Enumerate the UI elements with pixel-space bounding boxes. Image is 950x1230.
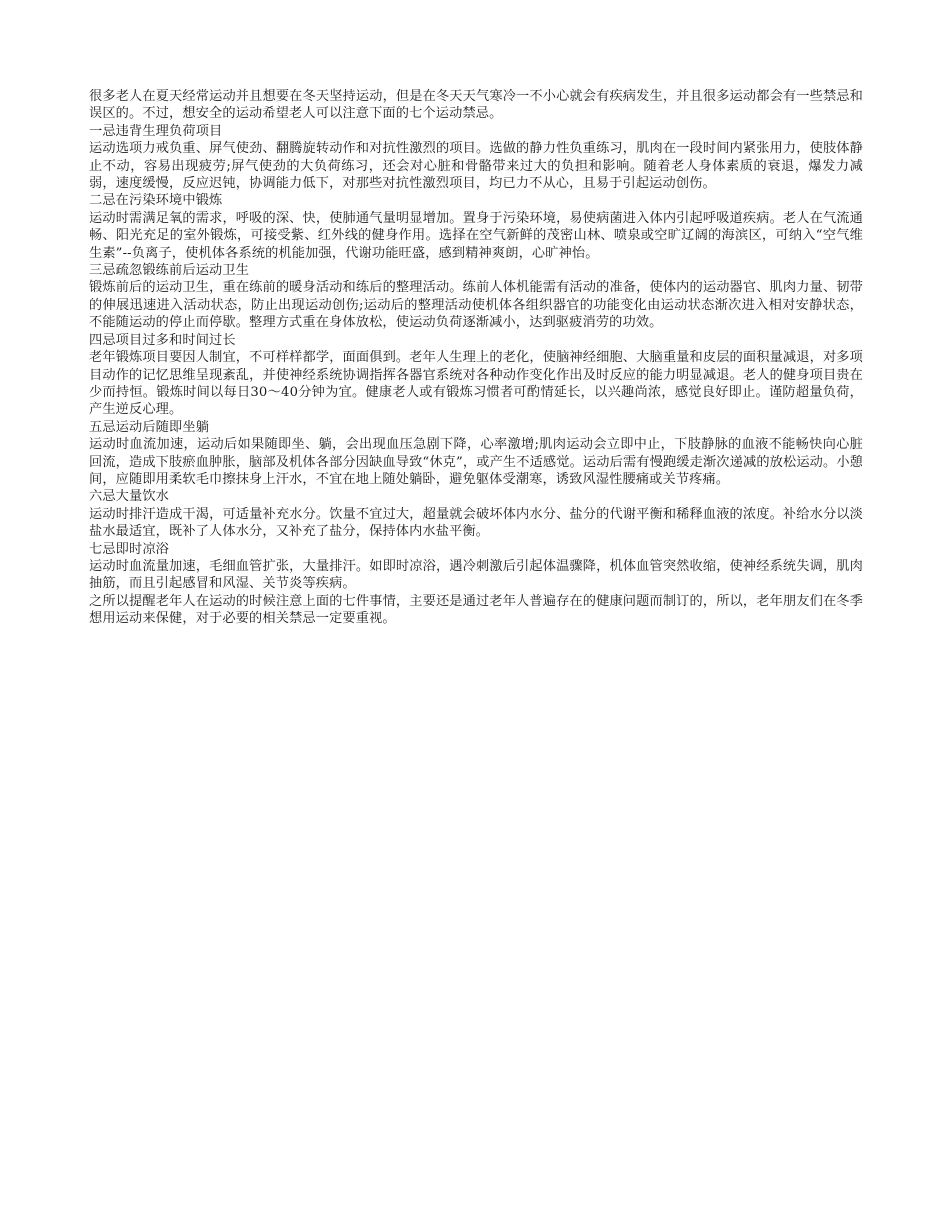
section-3-body: 锻炼前后的运动卫生，重在练前的暖身活动和练后的整理活动。练前人体机能需有活动的准备，使体内的运动器官、肌肉力量、韧带的伸展迅速进入活动状态，防止出现运动创伤;运动后的整理活动使机体各组织器官的功能变化由运动状态渐次进入相对安静状态，不能随运动的停止而停歇。整理方式重在身体放松，使运动负荷逐渐减小，达到驱疲消劳的功效。 xyxy=(89,280,863,331)
section-4-heading: 四忌项目过多和时间过长 xyxy=(89,332,236,348)
section-5-body: 运动时血流加速，运动后如果随即坐、躺，会出现血压急剧下降，心率激增;肌肉运动会立即中止，下肢静脉的血液不能畅快向心脏回流，造成下肢瘀血肿胀，脑部及机体各部分因缺血导致“休克”，或产生不适感觉。运动后需有慢跑缓走渐次递减的放松运动。小憩间，应随即用柔软毛巾擦抹身上汗水，不宜在地上随处躺卧，避免躯体受潮寒，诱致风湿性腰痛或关节疼痛。 xyxy=(89,437,864,487)
document-body xyxy=(89,88,863,628)
section-7-body: 运动时血流量加速，毛细血管扩张，大量排汗。如即时凉浴，遇冷刺激后引起体温骤降，机体血管突然收缩，使神经系统失调，肌肉抽筋，而且引起感冒和风湿、关节炎等疾病。 xyxy=(89,558,863,592)
section-7-heading: 七忌即时凉浴 xyxy=(89,541,170,557)
section-6-heading: 六忌大量饮水 xyxy=(89,489,170,505)
section-4-body: 老年锻炼项目要因人制宜，不可样样都学，面面俱到。老年人生理上的老化，使脑神经细胞、大脑重量和皮层的面积量减退，对多项目动作的记忆思维呈现紊乱，并使神经系统协调指挥各器官系统对各种动作变化作出及时反应的能力明显减退。老人的健身项目贵在少而持恒。锻炼时间以每日30～40分钟为宜。健康老人或有锻炼习惯者可酌情延长，以兴趣尚浓，感觉良好即止。谨防超量负荷，产生逆反心理。 xyxy=(89,350,863,418)
section-6-body: 运动时排汗造成干渴，可适量补充水分。饮量不宜过大，超量就会破坏体内水分、盐分的代谢平衡和稀释血液的浓度。补给水分以淡盐水最适宜，既补了人体水分，又补充了盐分，保持体内水盐平衡。 xyxy=(89,506,863,540)
conclusion-paragraph: 之所以提醒老年人在运动的时候注意上面的七件事情，主要还是通过老年人普遍存在的健康问题而制订的，所以，老年朋友们在冬季想用运动来保健，对于必要的相关禁忌一定要重视。 xyxy=(89,593,863,627)
section-2-heading: 二忌在污染环境中锻炼 xyxy=(89,193,223,209)
section-1-body: 运动选项力戒负重、屏气使劲、翻腾旋转动作和对抗性激烈的项目。选做的静力性负重练习，肌肉在一段时间内紧张用力，使肢体静止不动，容易出现疲劳;屏气使劲的大负荷练习，还会对心脏和骨骼带来过大的负担和影响。随着老人身体素质的衰退，爆发力减弱，速度缓慢，反应迟钝，协调能力低下，对那些对抗性激烈项目，均已力不从心，且易于引起运动创伤。 xyxy=(89,141,863,192)
section-3-heading: 三忌疏忽锻练前后运动卫生 xyxy=(89,263,250,279)
section-1-heading: 一忌违背生理负荷项目 xyxy=(89,123,223,139)
intro-paragraph: 很多老人在夏天经常运动并且想要在冬天坚持运动，但是在冬天天气寒冷一不小心就会有疾病发生，并且很多运动都会有一些禁忌和误区的。不过，想安全的运动希望老人可以注意下面的七个运动禁忌。 xyxy=(89,89,863,122)
section-2-body: 运动时需满足氧的需求，呼吸的深、快，使肺通气量明显增加。置身于污染环境，易使病菌进入体内引起呼吸道疾病。老人在气流通畅、阳光充足的室外锻炼，可接受紫、红外线的健身作用。选择在空气新鲜的茂密山林、喷泉或空旷辽阔的海滨区，可纳入“空气维生素”--负离子，使机体各系统的机能加强，代谢功能旺盛，感到精神爽朗，心旷神怡。 xyxy=(89,210,863,261)
section-5-heading: 五忌运动后随即坐躺 xyxy=(89,419,210,435)
